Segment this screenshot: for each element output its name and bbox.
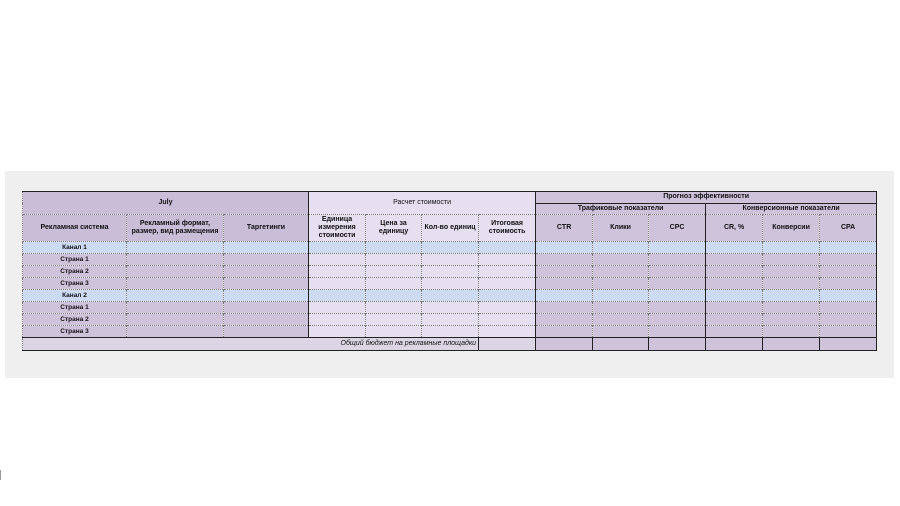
cell[interactable]: [366, 314, 422, 326]
cell[interactable]: [593, 242, 649, 254]
col-total-cost: Итоговая стоимость: [479, 215, 536, 242]
cost-calc-header: Расчет стоимости: [309, 192, 536, 215]
col-conversions: Конверсии: [763, 215, 820, 242]
cell[interactable]: [309, 302, 366, 314]
total-cell[interactable]: [536, 338, 593, 351]
cell[interactable]: [366, 278, 422, 290]
total-cell[interactable]: [593, 338, 649, 351]
cell[interactable]: [763, 266, 820, 278]
cell[interactable]: [820, 266, 877, 278]
cell[interactable]: [224, 254, 309, 266]
cell[interactable]: [706, 314, 763, 326]
cell[interactable]: [706, 290, 763, 302]
cell[interactable]: [479, 314, 536, 326]
cell[interactable]: [593, 254, 649, 266]
cell[interactable]: [649, 314, 706, 326]
cell[interactable]: [479, 242, 536, 254]
col-ctr: CTR: [536, 215, 593, 242]
row-label: Канал 1: [23, 242, 127, 254]
cell[interactable]: [536, 266, 593, 278]
cell[interactable]: [820, 278, 877, 290]
cell[interactable]: [820, 290, 877, 302]
cell[interactable]: [536, 314, 593, 326]
month-header: July: [23, 192, 309, 215]
col-ad-system: Рекламная система: [23, 215, 127, 242]
cell[interactable]: [649, 266, 706, 278]
cell[interactable]: [309, 290, 366, 302]
cell[interactable]: [127, 266, 224, 278]
cell[interactable]: [309, 278, 366, 290]
cell[interactable]: [479, 278, 536, 290]
cell[interactable]: [224, 242, 309, 254]
cell[interactable]: [820, 254, 877, 266]
cell[interactable]: [224, 278, 309, 290]
cell[interactable]: [820, 302, 877, 314]
cell[interactable]: [593, 290, 649, 302]
cell[interactable]: [649, 242, 706, 254]
cell[interactable]: [224, 314, 309, 326]
cell[interactable]: [422, 326, 479, 338]
cell[interactable]: [309, 254, 366, 266]
cell[interactable]: [127, 314, 224, 326]
col-clicks: Клики: [593, 215, 649, 242]
cell[interactable]: [706, 254, 763, 266]
cell[interactable]: [422, 314, 479, 326]
cell[interactable]: [593, 302, 649, 314]
cell[interactable]: [127, 278, 224, 290]
conversion-group-header: Конверсионные показатели: [706, 203, 877, 215]
cell[interactable]: [366, 266, 422, 278]
cell[interactable]: [593, 266, 649, 278]
cell[interactable]: [479, 326, 536, 338]
total-cell[interactable]: [820, 338, 877, 351]
cell[interactable]: [820, 326, 877, 338]
col-cpa: CPA: [820, 215, 877, 242]
total-budget-cell[interactable]: [479, 338, 536, 351]
cell[interactable]: [536, 302, 593, 314]
cell[interactable]: [536, 278, 593, 290]
cell[interactable]: [763, 314, 820, 326]
cell[interactable]: [479, 290, 536, 302]
cell[interactable]: [593, 326, 649, 338]
cell[interactable]: [309, 266, 366, 278]
cell[interactable]: [706, 302, 763, 314]
cell[interactable]: [422, 278, 479, 290]
cell[interactable]: [224, 326, 309, 338]
cell[interactable]: [593, 314, 649, 326]
cell[interactable]: [479, 266, 536, 278]
col-units-count: Кол-во единиц: [422, 215, 479, 242]
cell[interactable]: [366, 242, 422, 254]
cell[interactable]: [649, 278, 706, 290]
cell[interactable]: [706, 326, 763, 338]
total-cell[interactable]: [763, 338, 820, 351]
cell[interactable]: [422, 290, 479, 302]
cell[interactable]: [224, 266, 309, 278]
cell[interactable]: [820, 242, 877, 254]
cell[interactable]: [422, 266, 479, 278]
cell[interactable]: [649, 326, 706, 338]
cell[interactable]: [422, 254, 479, 266]
cell[interactable]: [820, 314, 877, 326]
cell[interactable]: [366, 290, 422, 302]
cursor-mark: [0, 470, 7, 480]
cell[interactable]: [127, 254, 224, 266]
row-label: Страна 2: [23, 314, 127, 326]
cell[interactable]: [309, 326, 366, 338]
cell[interactable]: [366, 254, 422, 266]
cell[interactable]: [706, 242, 763, 254]
col-unit-price: Цена за единицу: [366, 215, 422, 242]
media-plan-table: [22, 191, 877, 351]
cell[interactable]: [763, 278, 820, 290]
cell[interactable]: [479, 302, 536, 314]
cell[interactable]: [366, 302, 422, 314]
cell[interactable]: [763, 254, 820, 266]
col-targeting: Таргетинги: [224, 215, 309, 242]
cell[interactable]: [649, 254, 706, 266]
total-cell[interactable]: [706, 338, 763, 351]
cell[interactable]: [706, 278, 763, 290]
cell[interactable]: [593, 278, 649, 290]
cell[interactable]: [422, 242, 479, 254]
cell[interactable]: [127, 242, 224, 254]
cell[interactable]: [479, 254, 536, 266]
cell[interactable]: [536, 242, 593, 254]
cell[interactable]: [224, 290, 309, 302]
cell[interactable]: [127, 302, 224, 314]
cell[interactable]: [763, 290, 820, 302]
cell[interactable]: [763, 326, 820, 338]
cell[interactable]: [536, 290, 593, 302]
cell[interactable]: [763, 242, 820, 254]
col-cpc: CPC: [649, 215, 706, 242]
row-label: Канал 2: [23, 290, 127, 302]
col-cr: CR, %: [706, 215, 763, 242]
row-label: Страна 1: [23, 254, 127, 266]
cell[interactable]: [649, 302, 706, 314]
cell[interactable]: [309, 242, 366, 254]
total-cell[interactable]: [649, 338, 706, 351]
total-budget-label: Общий бюджет на рекламные площадки: [23, 338, 479, 351]
cell[interactable]: [422, 302, 479, 314]
cell[interactable]: [224, 302, 309, 314]
forecast-header: Прогноз эффективности: [536, 192, 877, 204]
cell[interactable]: [127, 290, 224, 302]
cell[interactable]: [536, 254, 593, 266]
traffic-group-header: Трафиковые показатели: [536, 203, 706, 215]
col-unit: Единица измерения стоимости: [309, 215, 366, 242]
row-label: Страна 1: [23, 302, 127, 314]
cell[interactable]: [127, 326, 224, 338]
cell[interactable]: [366, 326, 422, 338]
row-label: Страна 2: [23, 266, 127, 278]
cell[interactable]: [649, 290, 706, 302]
row-label: Страна 3: [23, 326, 127, 338]
col-ad-format: Рекламный формат, размер, вид размещения: [127, 215, 224, 242]
cell[interactable]: [309, 314, 366, 326]
cell[interactable]: [536, 326, 593, 338]
row-label: Страна 3: [23, 278, 127, 290]
cell[interactable]: [706, 266, 763, 278]
cell[interactable]: [763, 302, 820, 314]
